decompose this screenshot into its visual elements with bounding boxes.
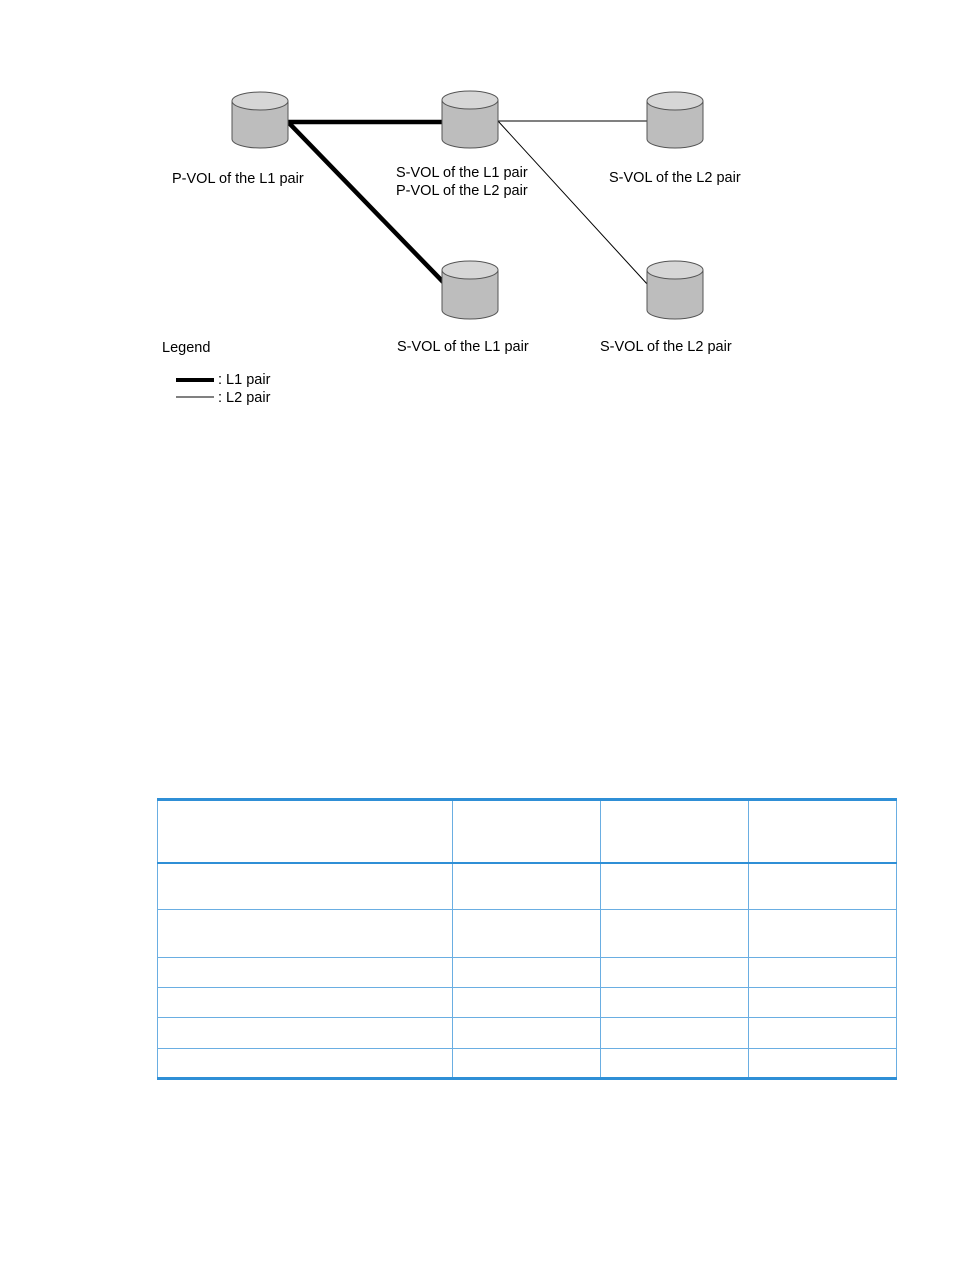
volume-label: S-VOL of the L1 pair	[396, 165, 528, 181]
table-cell	[453, 988, 601, 1018]
table-cell	[158, 958, 453, 988]
legend-item-l2-pair: : L2 pair	[218, 390, 271, 406]
table-cell	[453, 958, 601, 988]
l2-pair-link-diagonal	[498, 121, 648, 285]
volume-label: P-VOL of the L2 pair	[396, 183, 528, 199]
volume-label: S-VOL of the L2 pair	[600, 339, 732, 355]
table-cell	[453, 1018, 601, 1049]
legend-item-l1-pair: : L1 pair	[218, 372, 271, 388]
table-cell	[601, 910, 749, 958]
table-row	[158, 958, 897, 988]
table-cell	[601, 958, 749, 988]
l1-pair-link-diagonal	[288, 122, 446, 285]
table-row	[158, 988, 897, 1018]
cascade-pair-diagram	[0, 0, 954, 420]
table-cell	[749, 1049, 897, 1079]
volume-label: S-VOL of the L1 pair	[397, 339, 529, 355]
table-cell	[601, 1049, 749, 1079]
table-cell	[601, 988, 749, 1018]
table-cell	[453, 1049, 601, 1079]
table-cell	[158, 863, 453, 910]
table-cell	[453, 863, 601, 910]
table-cell	[749, 910, 897, 958]
volume-cylinder-icon	[647, 92, 703, 148]
table-header-cell	[601, 800, 749, 863]
table-cell	[158, 910, 453, 958]
table-header-cell	[158, 800, 453, 863]
table-cell	[749, 1018, 897, 1049]
table-cell	[158, 1018, 453, 1049]
table-header-cell	[453, 800, 601, 863]
table-cell	[749, 958, 897, 988]
blank-table-container	[157, 798, 896, 1080]
volume-cylinder-icon	[232, 92, 288, 148]
table-cell	[158, 1049, 453, 1079]
table-header-row	[158, 800, 897, 863]
legend-title: Legend	[162, 340, 211, 356]
table-row	[158, 863, 897, 910]
volume-label: S-VOL of the L2 pair	[609, 170, 741, 186]
volume-cylinder-icon	[442, 261, 498, 319]
volume-label: P-VOL of the L1 pair	[172, 171, 304, 187]
table-header-cell	[749, 800, 897, 863]
blank-table	[157, 798, 897, 1080]
table-row	[158, 1049, 897, 1079]
table-cell	[749, 988, 897, 1018]
volume-cylinder-icon	[647, 261, 703, 319]
table-cell	[749, 863, 897, 910]
table-row	[158, 910, 897, 958]
volume-cylinder-icon	[442, 91, 498, 148]
table-cell	[158, 988, 453, 1018]
table-cell	[601, 1018, 749, 1049]
table-cell	[453, 910, 601, 958]
table-row	[158, 1018, 897, 1049]
table-cell	[601, 863, 749, 910]
